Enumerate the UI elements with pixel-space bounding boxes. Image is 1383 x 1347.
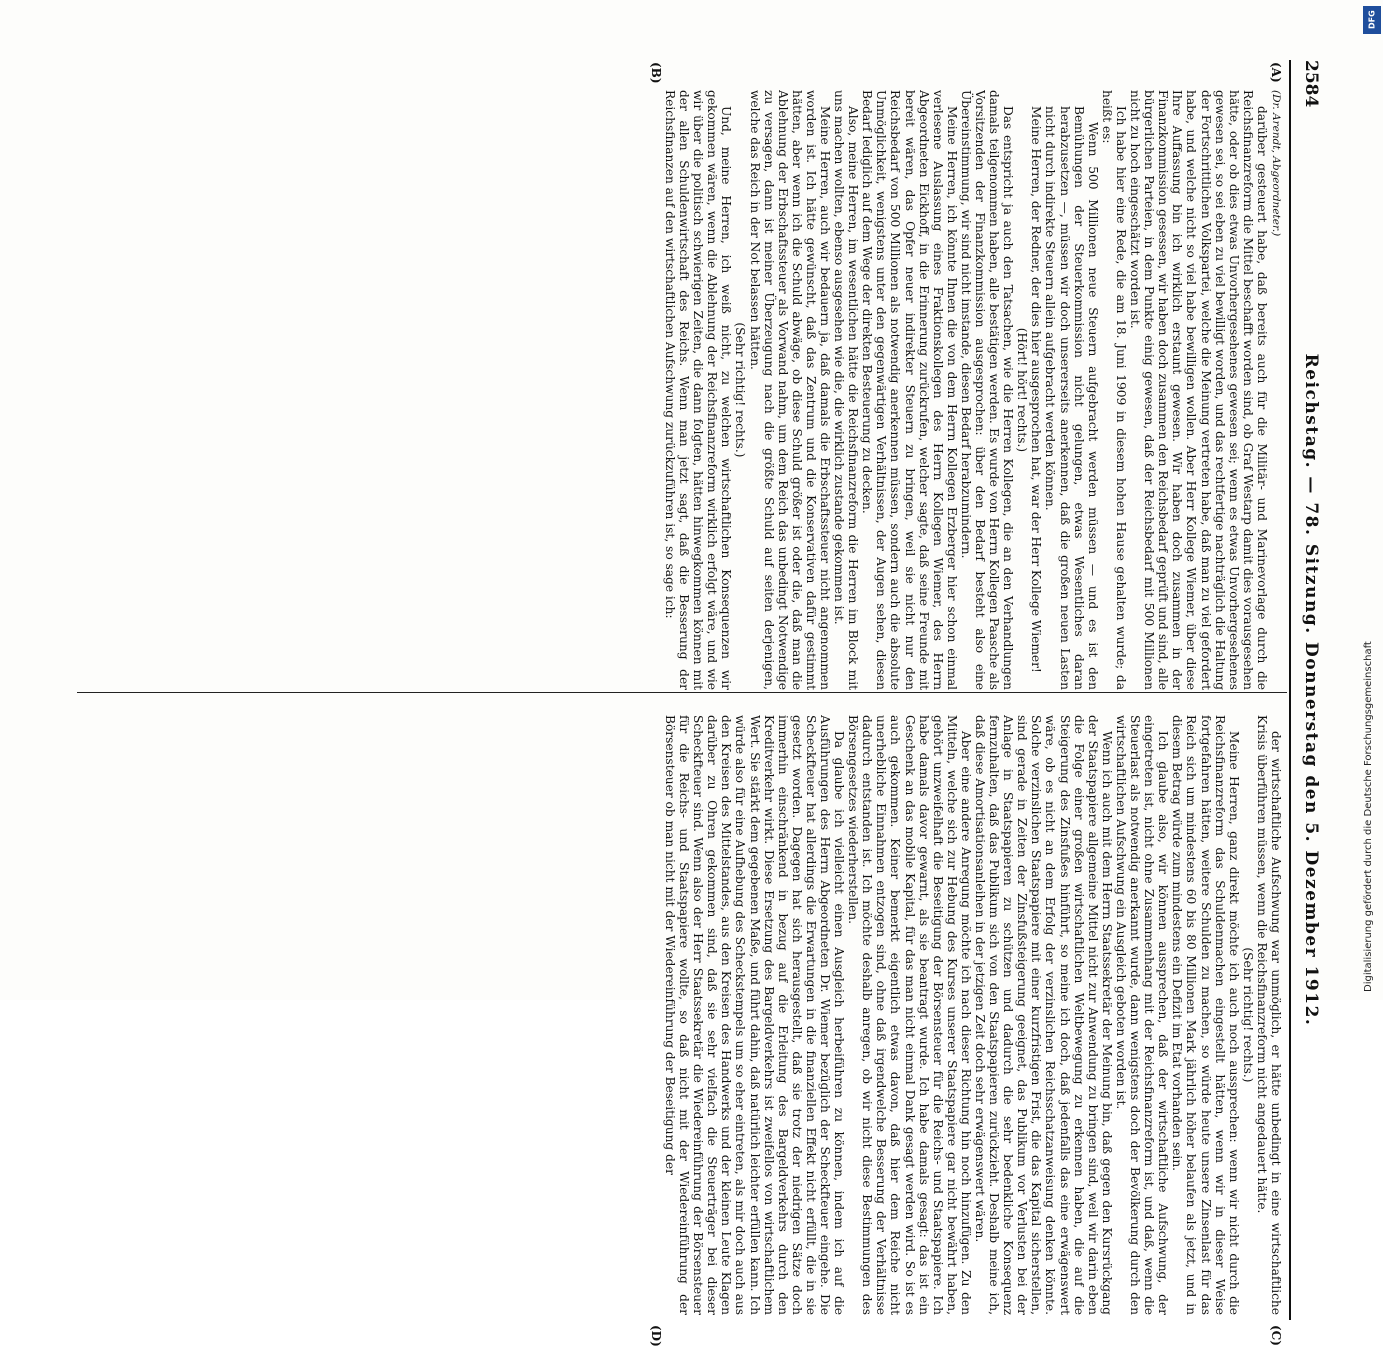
paragraph: Ich glaube also, wir können aussprechen, daß der wirtschaftliche Aufschwung, der eingetreten ist, nicht ohne Zusammenhang mit der Reichsfinanzreform ist, und daß, wenn die Steuerlast als notwendig anerkannt wurde, dann wenigstens doch der Bevölkerung durch den wirtschaftlichen Aufschwung ein Ausgleich geboten worden ist. <box>1113 715 1171 1315</box>
running-title: Reichstag. — 78. Sitzung. Donnerstag den 5. Dezember 1912. <box>1301 353 1321 1027</box>
paragraph: Und, meine Herren, ich weiß nicht, zu welchen wirtschaftlichen Konsequenzen wir gekommen wären, wenn die Ablehnung der Reichsfinanzreform wirklich erfolgt wäre, und wie wir über die politisch schwierigen Zeiten, die dann folgten, hätten hinwegkommen können mit der allen Schuldenwirtschaft des Reichs. Wenn man jetzt sagt, daß die Besserung der Reichsfinanzen auf den wirtschaftlichen Aufschwung zurückzuführen ist, so sage ich: <box>662 90 734 690</box>
dfg-logo: DFG <box>1363 6 1381 34</box>
speaker-note: (Dr. Arendt, Abgeordneter.) <box>1270 90 1282 237</box>
paragraph: Ich habe hier eine Rede, die am 18. Juni 1909 in diesem hohen Hause gehalten wurde; da heißt es: <box>1099 90 1128 690</box>
margin-marker-b: (B) <box>649 62 663 84</box>
margin-marker-d: (D) <box>649 1325 663 1347</box>
header-rule <box>1289 60 1291 1320</box>
interjection: (Sehr richtig! rechts.) <box>1240 947 1255 1083</box>
left-column <box>73 90 1283 690</box>
paragraph: darüber gesteuert habe, daß bereits auch für die Militär- und Marinevorlage durch die Reichsfinanzreform die Mittel beschafft worden sind, ob Graf Westarp damit dies vorausgesehen hätte, oder ob dies etwas Unvorhergesehenes gewesen sei; wenn es etwas Unvorhergesehenes gewesen sei, so sei eben zu viel bewilligt worden, und das rechtfertige nachträglich die Haltung der Fortschrittlichen Volkspartei, welche die Meinung vertreten habe, daß man zu viel gefordert habe, und welche nicht so viel habe bewilligen wollen. Aber Herr Kollege Wiemer, über diese Ihre Auffassung bin ich wirklich erstaunt gewesen. Wir haben doch zusammen in der Finanzkommission gesessen, wir haben doch zusammen den Reichsbedarf geprüft und sind, alle bürgerlichen Parteien, in dem Punkte einig gewesen, daß der Reichsbedarf mit 500 Millionen nicht zu hoch eingeschätzt worden ist. <box>1128 90 1269 690</box>
paragraph: Da glaube ich vielleicht einen Ausgleich herbeiführen zu können, indem ich auf die Ausführungen des Herrn Abgeordneten Dr. Wiemer bezüglich der Scheckfteuer eingehe. Die Scheckfteuer hat allerdings die Erwartungen in die finanziellen Effekt nicht erfüllt, die in sie gesetzt worden. Dagegen hat sich herausgestellt, daß sie trotz der niedrigen Sätze doch immerhin einschränkend in bezug auf die Erleitung des Bargeldverkehrs durch den Kreditverkehr wirkt. Diese Ersetzung des Bargeldverkehrs ist zweifellos von wirtschaftlichem Wert. Sie stärkt dem gegebenen Maße, und führt dahin, daß natürlich leichter erfüllen kann. Ich würde also für eine Aufhebung des Scheckstempels um so eher eintreten, als mir doch auch aus den Kreisen des Mittelstandes, aus den Kreisen des Handwerks und der kleinen Leute Klagen darüber zu Ohren gekommen sind, daß sie sehr vielfach die Steuerträger bei dieser Scheckfteuer sind. Wenn also der Herr Staatssekretär die Wiedereinführung der Börsensteuer für die Reichs- und Staatspapiere wollte, so daß nicht mit der Wiedereinführung der Börsensteuer ob man nicht mit der Wiedereinführung der Beseitigung der <box>662 715 847 1315</box>
paragraph: Meine Herren, ganz direkt möchte ich auch noch aussprechen: wenn wir nicht durch die Reichsfinanzreform das Schuldenmachen eingestellt hätten, wenn wir in dieser Weise fortgefahren hätten, weitere Schulden zu machen, so würde heute unsere Zinsenlast für das Reich sich um mindestens 60 bis 80 Millionen Mark jährlich höher belaufen als jetzt, und in diesem Betrag würde zum mindestens ein Defizit im Etat vorhanden sein. <box>1170 715 1241 1315</box>
quotation: Wenn 500 Millionen neue Steuern aufgebracht werden müssen — und es ist den Bemühungen der Steuerkommission nicht gelungen, etwas Wesentliches daran herabzusetzen —, müssen wir doch unsererseits anerkennen, daß die großen neuen Lasten nicht durch indirekte Steuern allein aufgebracht werden können. <box>1043 106 1100 690</box>
right-column <box>73 715 1283 1315</box>
paragraph: Das entspricht ja auch den Tatsachen, wie die Herren Kollegen, die an den Verhandlungen damals teilgenommen haben, alle bestätigen werden. Es wurde von Herrn Kollegen Paasche als Vorsitzenden der Finanzkommission ausgesprochen: über den Bedarf besteht also eine Übereinstimmung, wir sind nicht imstande, diesen Bedarf herabzumindern. <box>958 90 1016 690</box>
interjection: (Hört! hört! rechts.) <box>1015 327 1030 453</box>
margin-marker-c: (C) <box>1269 1325 1283 1346</box>
column-divider <box>77 692 1287 693</box>
paragraph: Wenn ich auch mit dem Herrn Staatssekretär der Meinung bin, daß gegen den Kursrückgang der Staatspapiere allgemeine Mittel nicht zur Anwendung zu bringen sind, weil wir darin eben die Folge einer großen wirtschaftlichen Weltbewegung zu erkennen haben, die auf die Steigerung des Zinsfußes hinführt, so meine ich doch, daß jedenfalls das eine erwägenswert wäre, ob es nicht an dem Erfolg der verzinslichen Reichsschatzanweisung denken könnte. Solche verzinslichen Staatspapiere mit einer kurzfristigen Frist, die das Kapital sicherstellen, sind gerade in Zeiten der Zinsfußsteigerung geeignet, das Publikum vor Verlusten bei der Anlage in Staatspapieren zu schützen und dadurch die sehr bedenkliche Konsequenz fernzuhalten, daß das Publikum sich von den Staatspapieren zurückzieht. Deshalb meine ich, daß diese Amortisationsanleihen in der jetzigen Zeit doch sehr erwägenswert wären. <box>973 715 1114 1315</box>
digitization-credit: Digitalisierung gefördert durch die Deutsche Forschungsgemeinschaft <box>1363 641 1374 992</box>
margin-marker-a: (A) <box>1269 62 1283 83</box>
paragraph: Meine Herren, auch wir bedauern ja, daß damals die Erbschaftssteuer nicht angenommen worden ist. Ich hätte gewünscht, daß das Zentrum und die Konservativen dafür gestimmt hätten, aber wenn ich die Schuld abwäge, ob diese Schuld größer ist oder die, daß man die Ablehnung der Erbschaftssteuer als Vorwand nahm, um dem Reich das unbedingt Notwendige zu versagen, dann ist meiner Überzeugung nach die größte Schuld auf seiten derjenigen, welche das Reich in der Not belassen hätten. <box>747 90 832 690</box>
paragraph: Also, meine Herren, im wesentlichen hätte die Reichsfinanzreform die Herren im Block mit uns machen wollten, ebenso ausgesehen wie die, die wirklich zustande gekommen ist. <box>832 90 861 690</box>
interjection: (Sehr richtig! rechts.) <box>733 322 748 458</box>
paragraph: der wirtschaftliche Aufschwung war unmöglich, er hätte unbedingt in eine wirtschaftliche Krisis überführen müssen, wenn die Reichsfinanzreform nicht angedauert hätte. <box>1254 715 1283 1315</box>
paragraph: Meine Herren, der Redner, der dies hier ausgesprochen hat, war der Herr Kollege Wiemer! <box>1029 106 1044 673</box>
page-header <box>1293 60 1321 1320</box>
page-number: 2584 <box>1301 60 1321 108</box>
paragraph: Aber eine andere Anregung möchte ich nach dieser Richtung hin noch hinzufügen. Zu den Mitteln, welche sich zur Hebung des Kurses unserer Staatspapiere gar nicht bewährt haben, gehört unzweifelhaft die Beseitigung der Börsensteuer für die Reichs- und Staatspapiere. Ich habe damals davor gewarnt, als sie beantragt wurde. Ich habe damals gesagt: das ist ein Geschenk an das mobile Kapital, für das man nicht einmal Dank gesagt werden wird. So ist es auch gekommen. Keiner bemerkt eigentlich etwas davon, daß hier dem Reiche nicht unerhebliche Einnahmen entzogen sind, ohne daß irgendwelche Besserung der Verhältnisse dadurch entstanden ist. Ich möchte deshalb anregen, ob wir nicht diese Bestimmungen des Börsengesetzes wiederherstellen. <box>846 715 973 1315</box>
paragraph: Meine Herren, ich könnte Ihnen die von dem Herrn Kollegen Erzberger hier schon einmal verlesene Auslassung eines Fraktionskollegen des Herrn Kollegen Wiemer, des Herrn Abgeordneten Eickhoff, in die Erinnerung zurückrufen, welcher sagte, daß seine Freunde mit bereit wären, das Opfer neuer indirekter Steuern zu bringen, weil sie nicht nur den Reichsbedarf von 500 Millionen als notwendig anerkennen müssen, sondern auch die absolute Unmöglichkeit, wenigstens unter den gegenwärtigen Verhältnissen, der Augen sehen, diesen Bedarf lediglich auf dem Wege der direkten Besteuerung zu decken. <box>860 90 959 690</box>
